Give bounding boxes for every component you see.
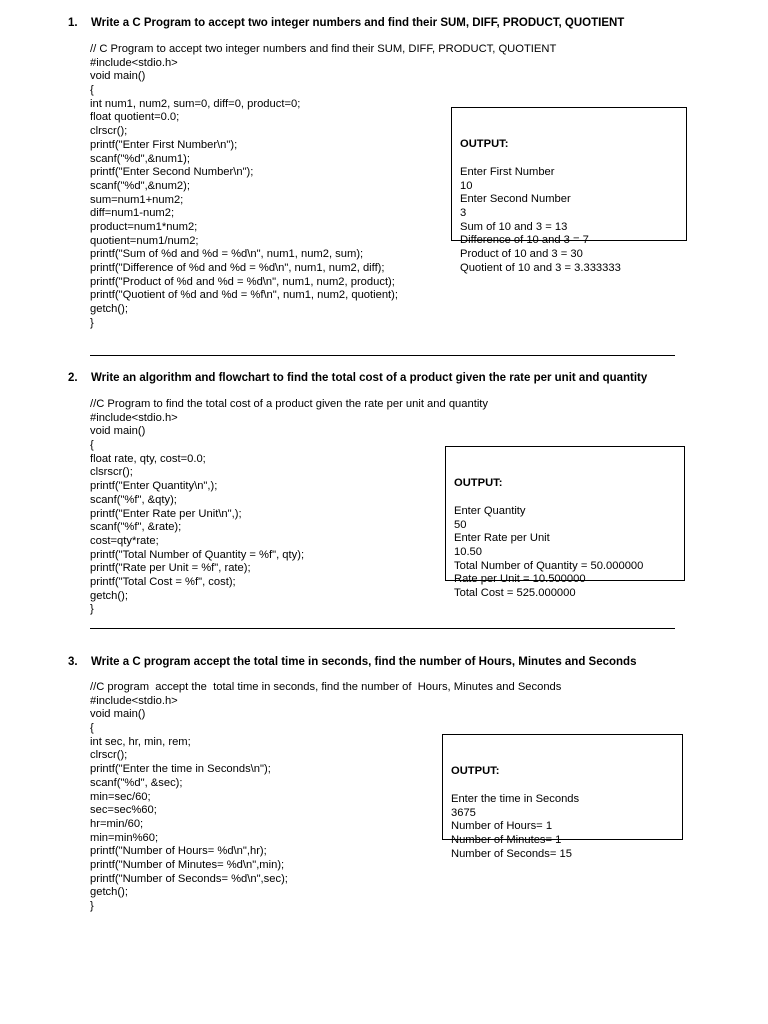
question-3-title	[68, 656, 636, 668]
output-line: Number of Minutes= 1	[451, 833, 562, 846]
code-line: getch();	[90, 303, 128, 316]
output-line: Product of 10 and 3 = 30	[460, 248, 583, 261]
output-line: Rate per Unit = 10.500000	[454, 573, 586, 586]
code-line: getch();	[90, 589, 128, 602]
output-line: Number of Seconds= 15	[451, 847, 572, 860]
code-line: }	[90, 603, 94, 616]
code-line: printf("Enter Second Number\n");	[90, 166, 254, 179]
output-line: Quotient of 10 and 3 = 3.333333	[460, 261, 621, 274]
output-line: Enter Quantity	[454, 504, 526, 517]
question-3-output-title: OUTPUT:	[451, 765, 500, 778]
question-2-number: 2.	[68, 372, 78, 384]
code-line: scanf("%d",&num1);	[90, 152, 190, 165]
question-2-heading: Write an algorithm and flowchart to find the total cost of a product given the rate per unit and quantity	[91, 372, 648, 384]
output-line: 10.50	[454, 545, 482, 558]
code-line: scanf("%f", &qty);	[90, 493, 177, 506]
code-line: {	[90, 84, 94, 97]
code-line: clsrscr();	[90, 466, 133, 479]
code-line: // C Program to accept two integer numbers and find their SUM, DIFF, PRODUCT, QUOTIENT	[90, 43, 557, 55]
question-1-number: 1.	[68, 17, 78, 29]
output-line: Enter the time in Seconds	[451, 792, 580, 805]
code-line: printf("Product of %d and %d = %d\n", num1, num2, product);	[90, 275, 395, 288]
output-line: Enter Rate per Unit	[454, 532, 550, 545]
code-line: product=num1*num2;	[90, 220, 198, 233]
code-line: printf("Quotient of %d and %d = %f\n", num1, num2, quotient);	[90, 289, 399, 302]
code-line: min=min%60;	[90, 831, 159, 844]
output-line: Enter Second Number	[460, 193, 571, 206]
code-line: printf("Rate per Unit = %f", rate);	[90, 562, 251, 575]
code-line: printf("Sum of %d and %d = %d\n", num1, num2, sum);	[90, 248, 364, 261]
code-line: min=sec/60;	[90, 790, 151, 803]
code-line: printf("Enter Rate per Unit\n",);	[90, 507, 242, 520]
code-line: cost=qty*rate;	[90, 534, 159, 547]
code-line: sec=sec%60;	[90, 804, 157, 817]
code-line: quotient=num1/num2;	[90, 234, 199, 247]
code-line: scanf("%d", &sec);	[90, 776, 183, 789]
code-line: printf("Total Number of Quantity = %f", qty);	[90, 548, 305, 561]
separator-line-1	[90, 355, 675, 356]
code-line: float quotient=0.0;	[90, 111, 180, 124]
output-line: Enter First Number	[460, 165, 555, 178]
code-line: getch();	[90, 886, 128, 899]
code-line: hr=min/60;	[90, 817, 144, 830]
question-3-output-box	[442, 734, 683, 860]
question-2-output-box	[445, 446, 685, 600]
code-line: clrscr();	[90, 749, 128, 762]
code-line: void main()	[90, 425, 146, 438]
question-1-heading: Write a C Program to accept two integer numbers and find their SUM, DIFF, PRODUCT, QUOTIENT	[91, 17, 625, 29]
output-line: 3675	[451, 806, 476, 819]
code-line: void main()	[90, 70, 146, 83]
code-line: printf("Number of Seconds= %d\n",sec);	[90, 872, 288, 885]
code-line: printf("Difference of %d and %d = %d\n", num1, num2, diff);	[90, 262, 385, 274]
question-1-title	[68, 17, 624, 29]
code-line: #include<stdio.h>	[90, 411, 178, 424]
code-line: sum=num1+num2;	[90, 193, 184, 206]
output-line: Total Cost = 525.000000	[454, 587, 576, 600]
code-line: //C program accept the total time in seconds, find the number of Hours, Minutes and Seconds	[90, 681, 562, 693]
output-line: 10	[460, 179, 473, 192]
code-line: printf("Enter the time in Seconds\n");	[90, 763, 271, 776]
question-2-code-block	[90, 398, 488, 617]
question-1-output-title: OUTPUT:	[460, 138, 509, 151]
question-2-title	[68, 372, 647, 384]
output-line: 50	[454, 518, 467, 531]
code-line: {	[90, 439, 94, 452]
question-1-output-box	[451, 107, 687, 274]
question-3-number: 3.	[68, 656, 78, 668]
separator-line-2	[90, 628, 675, 629]
code-line: }	[90, 900, 94, 912]
code-line: printf("Enter Quantity\n",);	[90, 480, 218, 493]
code-line: //C Program to find the total cost of a product given the rate per unit and quantity	[90, 398, 489, 410]
code-line: printf("Number of Minutes= %d\n",min);	[90, 858, 285, 871]
code-line: int sec, hr, min, rem;	[90, 735, 191, 748]
output-line: Total Number of Quantity = 50.000000	[454, 559, 644, 572]
code-line: printf("Number of Hours= %d\n",hr);	[90, 845, 267, 858]
code-line: }	[90, 316, 94, 329]
code-line: int num1, num2, sum=0, diff=0, product=0;	[90, 97, 301, 110]
code-line: clrscr();	[90, 125, 128, 138]
output-line: 3	[460, 206, 467, 219]
code-line: scanf("%d",&num2);	[90, 179, 190, 192]
code-line: #include<stdio.h>	[90, 694, 178, 707]
code-line: printf("Enter First Number\n");	[90, 138, 238, 151]
code-line: diff=num1-num2;	[90, 207, 175, 220]
code-line: printf("Total Cost = %f", cost);	[90, 575, 236, 588]
output-line: Number of Hours= 1	[451, 820, 553, 833]
code-line: scanf("%f", &rate);	[90, 521, 182, 534]
question-3-heading: Write a C program accept the total time in seconds, find the number of Hours, Minutes and Seconds	[91, 656, 637, 668]
code-line: void main()	[90, 708, 146, 721]
question-2-output-title: OUTPUT:	[454, 477, 503, 490]
code-line: #include<stdio.h>	[90, 56, 178, 69]
code-line: float rate, qty, cost=0.0;	[90, 452, 206, 465]
output-line: Sum of 10 and 3 = 13	[460, 220, 568, 233]
output-line: Difference of 10 and 3 = 7	[460, 234, 589, 247]
code-line: {	[90, 722, 94, 735]
